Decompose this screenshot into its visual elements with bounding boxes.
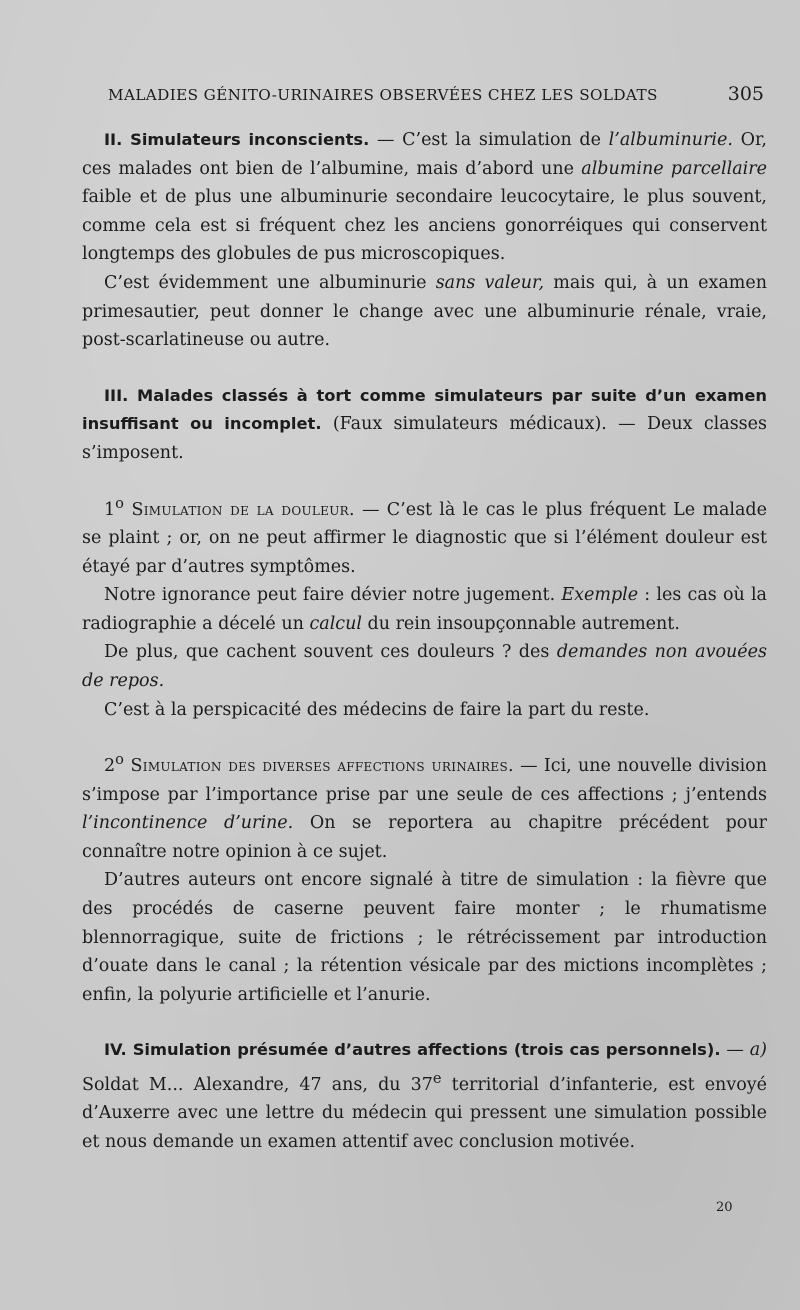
section-heading-ii: II. Simulateurs inconscients. — [104, 130, 370, 149]
list-number: 1 — [104, 499, 116, 520]
text-run: du rein insoupçonnable autrement. — [361, 613, 680, 634]
paragraph-urinary-simulation — [82, 746, 767, 866]
italic-run: l’albuminurie. — [608, 130, 733, 150]
text-run: — C’est la simulation de — [369, 130, 609, 150]
paragraph-pain-simulation — [82, 490, 767, 582]
paragraph-ignorance-example — [82, 581, 767, 638]
subsection-heading-pain: Simulation de la douleur. — [123, 499, 355, 520]
italic-run: Exemple — [561, 585, 639, 606]
text-run: : les cas où la radiographie a décelé un — [82, 585, 767, 634]
text-run: mais qui, à un examen primesautier, peut donner le change avec une albuminurie rénale, vraie, post-scarlatineuse ou autre. — [82, 272, 767, 351]
text-run: C’est évidemment une albuminurie — [104, 272, 436, 293]
text-run: — Ici, une nouvelle division s’impose par l’importance prise par une seule de ces affections ; j’entends — [82, 755, 767, 805]
text-run: On se reportera au chapitre précédent pour connaître notre opinion à ce sujet. — [82, 813, 767, 862]
ordinal-mark: o — [115, 751, 124, 769]
running-title: MALADIES GÉNITO-URINAIRES OBSERVÉES CHEZ LES SOLDATS — [108, 86, 658, 104]
paragraph-albuminuria-value — [82, 269, 767, 355]
signature-mark: 20 — [716, 1200, 733, 1215]
italic-run: l’incontinence d’urine. — [82, 813, 294, 834]
section-heading-iii: III. Malades classés à tort comme simulateurs par suite d’un examen insuffisant ou incomplet. — [82, 385, 767, 434]
paragraph-other-authors — [82, 866, 767, 1009]
ordinal-mark: e — [432, 1069, 442, 1087]
text-run: — — [720, 1040, 750, 1061]
text-run: De plus, que cachent souvent ces douleurs ? des — [104, 642, 557, 663]
text-run: (Faux simulateurs médicaux). — Deux classes s’imposent. — [82, 414, 767, 463]
text-run: faible et de plus une albuminurie secondaire leucocytaire, le plus souvent, comme cela est si fréquent chez les anciens gonorréiques qui conservent longtemps des globules de pus microscopiques. — [82, 187, 767, 265]
italic-run: sans valeur, — [435, 272, 545, 293]
paragraph-presumed-simulation — [82, 1036, 767, 1156]
text-run: D’autres auteurs ont encore signalé à titre de simulation : la fièvre que des procédés de caserne peuvent faire monter ; le rhumatisme blennorragique, suite de frictions ; le rétrécissement par introduction d’ouate dans le canal ; la rétention vésicale par des mictions incomplètes ; enfin, la polyurie artificielle et l’anurie. — [82, 870, 767, 1005]
text-run: — C’est là le cas le plus fréquent Le malade se plaint ; or, on ne peut affirmer le diagnostic que si l’élément douleur est étayé par d’autres symptômes. — [82, 499, 767, 577]
italic-run: demandes non avouées de repos. — [82, 642, 768, 691]
subsection-heading-urinary: Simulation des diverses affections urinaires. — [123, 755, 514, 776]
ordinal-mark: o — [115, 494, 124, 512]
running-head — [108, 83, 768, 108]
text-run: C’est à la perspicacité des médecins de faire la part du reste. — [104, 699, 650, 720]
paragraph-hidden-requests — [82, 638, 767, 695]
text-run: Or, ces malades ont bien de l’albumine, mais d’abord une — [82, 130, 767, 179]
text-run: Soldat M... Alexandre, 47 ans, du 37 — [82, 1074, 433, 1095]
text-run: Notre ignorance peut faire dévier notre jugement. — [104, 585, 562, 606]
italic-run: albumine parcellaire — [581, 158, 767, 179]
paragraph-perspicacity — [82, 696, 767, 725]
list-number: 2 — [104, 755, 116, 776]
italic-run: a) — [749, 1040, 767, 1061]
section-heading-iv: IV. Simulation présumée d’autres affections (trois cas personnels). — [104, 1040, 721, 1060]
text-run: territorial d’infanterie, est envoyé d’Auxerre avec une lettre du médecin qui pressent une simulation possible et nous demande un examen attentif avec conclusion motivée. — [82, 1074, 767, 1152]
paragraph-unconscious-simulators — [82, 126, 767, 269]
page-number: 305 — [727, 83, 764, 105]
italic-run: calcul — [309, 613, 362, 634]
paragraph-misclassified-patients — [82, 382, 767, 468]
page-body — [82, 126, 767, 1156]
